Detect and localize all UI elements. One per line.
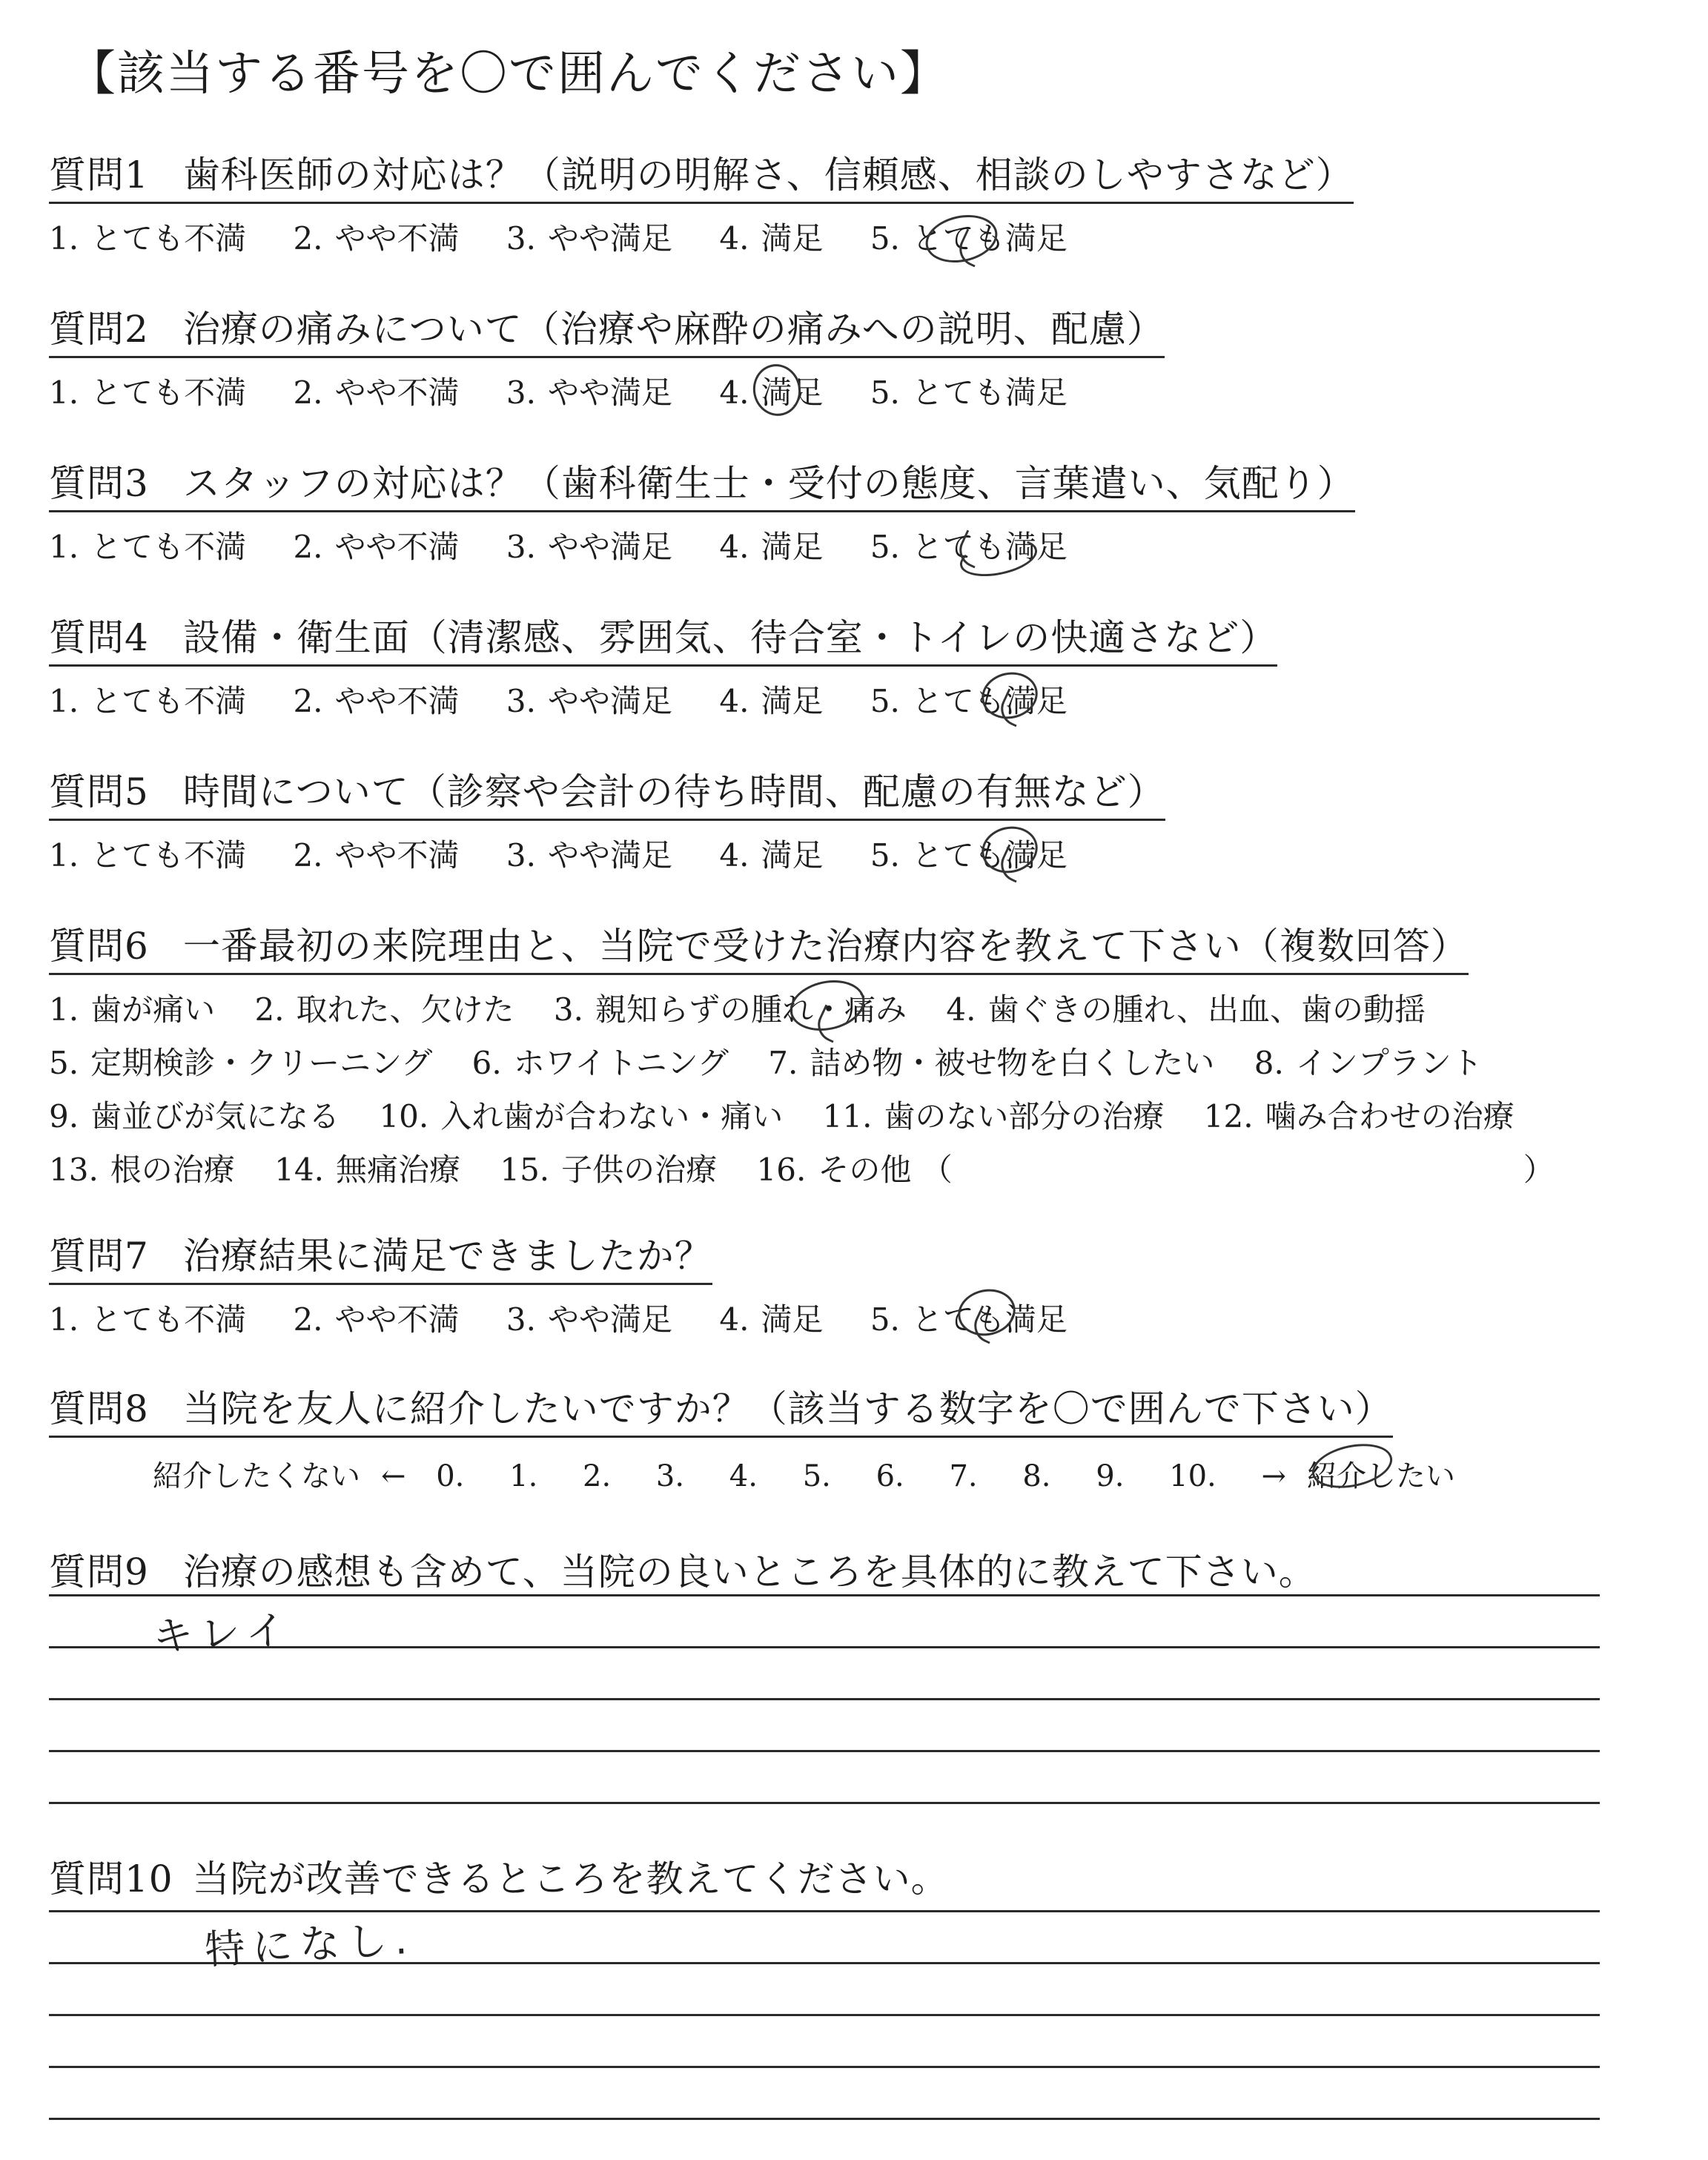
question-9-header [49, 1542, 1650, 1596]
scale-value[interactable]: 0. [436, 1459, 465, 1493]
option-5[interactable]: 5. とても満足 [870, 831, 1068, 876]
option-row [49, 985, 1650, 1039]
handwritten-answer: キレイ [151, 1606, 294, 1660]
option-2[interactable]: 2. やや不満 [293, 374, 460, 411]
option-11[interactable]: 11. 歯のない部分の治療 [822, 1098, 1165, 1135]
option-5[interactable]: 5. とても満足 [870, 214, 1068, 259]
option-1[interactable]: 1. とても不満 [49, 683, 247, 719]
option-4[interactable]: 4. 満足 [719, 369, 823, 413]
question-7-header [49, 1226, 712, 1285]
question-number: 質問2 [49, 308, 149, 351]
option-4[interactable]: 4. 満足 [719, 837, 824, 873]
question-text: 設備・衛生面（清潔感、雰囲気、待合室・トイレの快適さなど） [182, 616, 1278, 659]
option-4[interactable]: 4. 満足 [719, 220, 824, 257]
option-2[interactable]: 2. やや不満 [293, 683, 460, 719]
option-3[interactable]: 3. やや満足 [506, 220, 672, 257]
question-number: 質問3 [49, 462, 149, 505]
option-10[interactable]: 10. 入れ歯が合わない・痛い [379, 1098, 784, 1135]
rating-options [49, 677, 1650, 720]
option-1[interactable]: 1. とても不満 [49, 837, 247, 873]
option-2[interactable]: 2. やや不満 [293, 529, 460, 565]
option-4[interactable]: 4. 満足 [719, 1301, 824, 1338]
scale-value[interactable]: 5. [802, 1459, 831, 1493]
option-9[interactable]: 9. 歯並びが気になる [49, 1098, 340, 1135]
option-16[interactable]: 16. その他 （ ） [756, 1152, 1555, 1188]
rating-options [49, 1295, 1650, 1338]
option-5[interactable]: 5. 定期検診・クリーニング [49, 1045, 433, 1081]
question-10-header [49, 1849, 1650, 1903]
option-1[interactable]: 1. とても不満 [49, 220, 247, 257]
question-9 [49, 1542, 1650, 1596]
option-3[interactable]: 3. やや満足 [506, 374, 672, 411]
option-row [49, 1146, 1650, 1199]
option-4[interactable]: 4. 満足 [719, 529, 824, 565]
question-number: 質問5 [49, 770, 149, 813]
question-number: 質問4 [49, 616, 149, 659]
option-1[interactable]: 1. とても不満 [49, 529, 247, 565]
question-number: 質問7 [49, 1235, 149, 1278]
question-1-header [49, 145, 1354, 204]
scale-left-label: 紹介したくない [153, 1459, 360, 1493]
option-14[interactable]: 14. 無痛治療 [274, 1152, 460, 1188]
question-3-header [49, 454, 1355, 512]
scale-value[interactable]: 7. [949, 1459, 978, 1493]
option-5[interactable]: 5. とても満足 [870, 1295, 1068, 1340]
option-2[interactable]: 2. やや不満 [293, 1301, 460, 1338]
rating-options [49, 369, 1650, 412]
option-4[interactable]: 4. 満足 [719, 683, 824, 719]
option-12[interactable]: 12. 噛み合わせの治療 [1203, 1098, 1515, 1135]
option-3[interactable]: 3. やや満足 [506, 683, 672, 719]
scale-value[interactable]: 6. [875, 1459, 904, 1493]
scale-value[interactable]: 8. [1022, 1459, 1051, 1493]
other-open-paren: （ [921, 1152, 953, 1188]
answer-line [49, 1750, 1600, 1752]
question-number: 質問1 [49, 153, 149, 196]
option-3[interactable]: 3. 親知らずの腫れ・痛み [554, 985, 907, 1030]
option-5[interactable]: 5. とても満足 [870, 523, 1068, 567]
question-4-header [49, 608, 1277, 667]
answer-line [49, 1910, 1600, 1912]
question-3 [49, 454, 1650, 566]
option-15[interactable]: 15. 子供の治療 [500, 1152, 718, 1188]
option-1[interactable]: 1. 歯が痛い [49, 991, 216, 1028]
handwritten-answer: 特になし. [203, 1915, 416, 1974]
scale-value[interactable]: 1. [509, 1459, 538, 1493]
question-number: 質問10 [49, 1857, 173, 1900]
option-4[interactable]: 4. 歯ぐきの腫れ、出血、歯の動揺 [946, 991, 1426, 1028]
question-5 [49, 762, 1650, 874]
option-5[interactable]: 5. とても満足 [870, 677, 1068, 721]
scale-right-label[interactable]: 紹介したい [1307, 1453, 1455, 1495]
option-3[interactable]: 3. やや満足 [506, 1301, 672, 1338]
option-13[interactable]: 13. 根の治療 [49, 1152, 235, 1188]
question-6-header [49, 916, 1469, 975]
answer-line [49, 2066, 1600, 2068]
answer-line [49, 2014, 1600, 2016]
arrow-right-icon: → [1261, 1459, 1286, 1493]
arrow-left-icon: ← [381, 1459, 406, 1493]
question-text: 治療結果に満足できましたか？ [182, 1235, 712, 1278]
rating-options [49, 831, 1650, 874]
question-8 [49, 1379, 1650, 1495]
question-2-header [49, 300, 1165, 358]
question-text: 治療の痛みについて（治療や麻酔の痛みへの説明、配慮） [182, 308, 1165, 351]
answer-line [49, 1802, 1600, 1804]
multi-choice-options [49, 985, 1650, 1199]
instruction-heading: 【該当する番号を〇で囲んでください】 [68, 47, 949, 102]
question-5-header [49, 762, 1165, 821]
scale-value[interactable]: 4. [729, 1459, 758, 1493]
scale-value[interactable]: 10. [1169, 1459, 1217, 1493]
recommend-scale [153, 1453, 1650, 1495]
option-2[interactable]: 2. やや不満 [293, 220, 460, 257]
option-1[interactable]: 1. とても不満 [49, 1301, 247, 1338]
question-number: 質問9 [49, 1550, 149, 1593]
answer-line [49, 1594, 1600, 1596]
other-close-paren: ） [1523, 1152, 1555, 1188]
scale-value[interactable]: 2. [583, 1459, 612, 1493]
question-4 [49, 608, 1650, 720]
scale-value[interactable]: 3. [655, 1459, 685, 1493]
option-7[interactable]: 7. 詰め物・被せ物を白くしたい [768, 1045, 1215, 1081]
option-2[interactable]: 2. 取れた、欠けた [254, 991, 514, 1028]
option-1[interactable]: 1. とても不満 [49, 374, 247, 411]
answer-line [49, 1698, 1600, 1700]
option-3[interactable]: 3. やや満足 [506, 529, 672, 565]
question-number: 質問6 [49, 925, 149, 968]
question-2 [49, 300, 1650, 412]
option-8[interactable]: 8. インプラント [1254, 1045, 1483, 1081]
answer-line [49, 2118, 1600, 2120]
question-text: スタッフの対応は？（歯科衛生士・受付の態度、言葉遣い、気配り） [182, 462, 1355, 505]
question-text: 歯科医師の対応は？（説明の明解さ、信頼感、相談のしやすさなど） [182, 153, 1354, 196]
question-text: 当院が改善できるところを教えてください。 [192, 1857, 949, 1900]
question-text: 当院を友人に紹介したいですか？（該当する数字を〇で囲んで下さい） [182, 1387, 1393, 1430]
question-text: 一番最初の来院理由と、当院で受けた治療内容を教えて下さい（複数回答） [182, 925, 1469, 968]
scale-value[interactable]: 9. [1096, 1459, 1125, 1493]
question-8-header [49, 1379, 1393, 1438]
rating-options [49, 523, 1650, 566]
option-row [49, 1039, 1650, 1092]
option-2[interactable]: 2. やや不満 [293, 837, 460, 873]
question-1 [49, 145, 1650, 257]
question-10 [49, 1849, 1650, 1903]
question-6 [49, 916, 1650, 1199]
question-number: 質問8 [49, 1387, 149, 1430]
option-row [49, 1092, 1650, 1146]
option-6[interactable]: 6. ホワイトニング [471, 1045, 729, 1081]
option-3[interactable]: 3. やや満足 [506, 837, 672, 873]
option-5[interactable]: 5. とても満足 [870, 374, 1068, 411]
question-text: 時間について（診察や会計の待ち時間、配慮の有無など） [182, 770, 1165, 813]
rating-options [49, 214, 1650, 257]
question-7 [49, 1226, 1650, 1338]
question-text: 治療の感想も含めて、当院の良いところを具体的に教えて下さい。 [182, 1550, 1317, 1593]
